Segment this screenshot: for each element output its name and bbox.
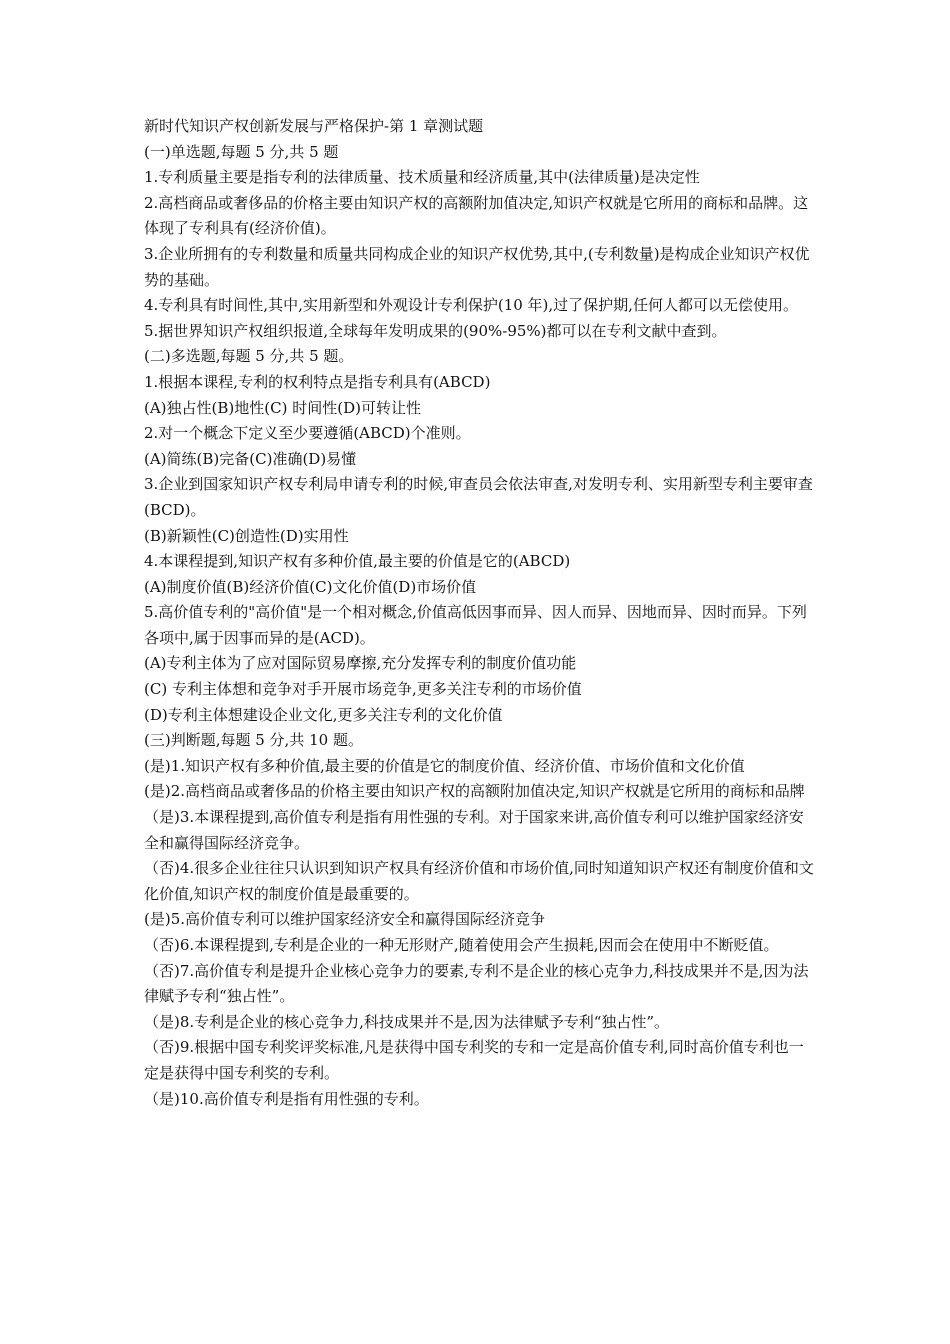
section-heading-true-false: (三)判断题,每题 5 分,共 10 题。 (144, 731, 363, 750)
question-text: 2.高档商品或奢侈品的价格主要由知识产权的高额附加值决定,知识产权就是它所用的商标和品牌。这体现了专利具有(经济价值)。 (144, 193, 809, 238)
judgment-item: （是)8.专利是企业的核心竞争力,科技成果并不是,因为法律赋予专利“独占性”。 (144, 1012, 670, 1031)
section-heading-single-choice: (一)单选题,每题 5 分,共 5 题 (144, 142, 339, 161)
question-text: 4.专利具有时间性,其中,实用新型和外观设计专利保护(10 年),过了保护期,任何人都可以无偿使用。 (144, 296, 798, 315)
answer-options: (C) 专利主体想和竞争对手开展市场竞争,更多关注专利的市场价值 (144, 680, 582, 699)
question-text: 2.对一个概念下定义至少要遵循(ABCD)个准则。 (144, 424, 471, 443)
answer-options: (A)制度价值(B)经济价值(C)文化价值(D)市场价值 (144, 577, 477, 596)
question-text: 1.专利质量主要是指专利的法律质量、技术质量和经济质量,其中(法律质量)是决定性 (144, 168, 700, 187)
answer-options: (D)专利主体想建设企业文化,更多关注专利的文化价值 (144, 705, 503, 724)
judgment-item: （否)7.高价值专利是提升企业核心竞争力的要素,专利不是企业的核心克争力,科技成果并不是,因为法律赋予专利“独占性”。 (144, 961, 809, 1006)
judgment-item: (是)1.知识产权有多种价值,最主要的价值是它的制度价值、经济价值、市场价值和文化价值 (144, 756, 745, 775)
judgment-item: （否)9.根据中国专利奖评奖标准,凡是获得中国专利奖的专和一定是高价值专利,同时高价值专利也一定是获得中国专利奖的专利。 (144, 1038, 804, 1082)
question-text: 5.高价值专利的"高价值"是一个相对概念,价值高低因事而异、因人而异、因地而异、因时而异。下列各项中,属于因事而异的是(ACD)。 (144, 603, 807, 647)
question-text: 3.企业到国家知识产权专利局申请专利的时候,审查员会依法审查,对发明专利、实用新型专利主要审查(BCD)。 (144, 475, 813, 519)
judgment-item: (是)5.高价值专利可以维护国家经济安全和赢得国际经济竞争 (144, 910, 546, 929)
answer-options: (B)新颖性(C)创造性(D)实用性 (144, 526, 349, 545)
judgment-item: （是)10.高价值专利是指有用性强的专利。 (144, 1089, 429, 1108)
judgment-item: (是)2.高档商品或奢侈品的价格主要由知识产权的高额附加值决定,知识产权就是它所用的商标和品牌 (144, 782, 805, 801)
section-heading-multiple-choice: (二)多选题,每题 5 分,共 5 题。 (144, 347, 354, 366)
answer-options: (A)简练(B)完备(C)准确(D)易懂 (144, 449, 357, 468)
judgment-item: （否)6.本课程提到,专利是企业的一种无形财产,随着使用会产生损耗,因而会在使用中不断贬值。 (144, 936, 779, 954)
answer-options: (A)独占性(B)地性(C) 时间性(D)可转让性 (144, 398, 421, 417)
judgment-item: （是)3.本课程提到,高价值专利是指有用性强的专利。对于国家来讲,高价值专利可以维护国家经济安全和赢得国际经济竞争。 (144, 808, 804, 852)
document-title: 新时代知识产权创新发展与严格保护-第 1 章测试题 (144, 117, 484, 135)
question-text: 4.本课程提到,知识产权有多种价值,最主要的价值是它的(ABCD) (144, 552, 571, 571)
question-text: 5.据世界知识产权组织报道,全球每年发明成果的(90%-95%)都可以在专利文献中查到。 (144, 321, 727, 340)
judgment-item: （否)4.很多企业往往只认识到知识产权具有经济价值和市场价值,同时知道知识产权还有制度价值和文化价值,知识产权的制度价值是最重要的。 (144, 859, 814, 903)
question-text: 1.根据本课程,专利的权利特点是指专利具有(ABCD) (144, 372, 491, 391)
document-body (144, 114, 816, 1112)
answer-options: (A)专利主体为了应对国际贸易摩擦,充分发挥专利的制度价值功能 (144, 654, 577, 673)
question-text: 3.企业所拥有的专利数量和质量共同构成企业的知识产权优势,其中,(专利数量)是构成企业知识产权优势的基础。 (144, 244, 810, 289)
